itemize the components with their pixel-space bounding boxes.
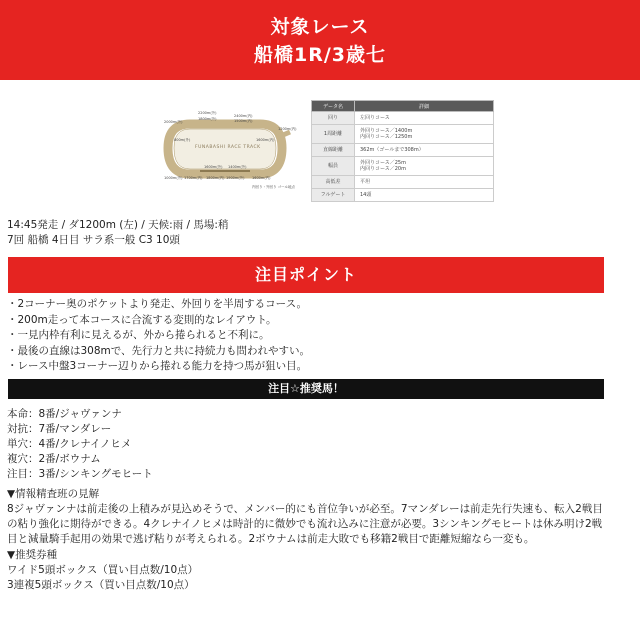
list-item: 3連複5頭ボックス（買い目点数/10点） (7, 579, 195, 591)
table-key-cell: 高低差 (312, 176, 355, 189)
table-row (312, 157, 494, 176)
header-title: 対象レース (270, 16, 370, 38)
race-info (7, 218, 228, 248)
track-label: 1600m(外) (204, 165, 223, 169)
table-row (312, 189, 494, 202)
list-item: ・一見内枠有利に見えるが、外から捲られると不利に。 (7, 329, 270, 341)
table-header-cell: 詳細 (355, 101, 494, 112)
race-info-line: 14:45発走 / ダ1200m (左) / 天候:雨 / 馬場:稍 (7, 219, 229, 231)
list-item: 単穴：4番/クレナイノヒメ (7, 438, 132, 450)
table-key-cell: 1周距離 (312, 125, 355, 144)
table-value-cell (355, 125, 494, 144)
points-list (7, 297, 310, 375)
table-value-line: 左回りコース (360, 114, 390, 121)
track-label: 1500m(内) (234, 119, 253, 123)
table-key-cell: 回り (312, 112, 355, 125)
table-value-cell (355, 157, 494, 176)
track-label: 2400m(内) (234, 114, 253, 118)
list-item: ・最後の直線は308mで、先行力と共に持続力も問われやすい。 (7, 344, 311, 357)
table-value-line: 362m（ゴールまで308m） (360, 146, 424, 153)
table-value-line: 外回りコース／1400m (360, 127, 413, 134)
header-race-name: 船橋1R/3歳七 (253, 44, 386, 66)
track-label: 1800m(内) (206, 176, 225, 180)
picks-list (7, 407, 153, 482)
track-label: 1600m(内) (256, 138, 275, 142)
list-item: ・2コーナー奥のポケットより発走、外回りを半周するコース。 (7, 298, 307, 310)
table-value-line: 内回りコース／20m (360, 166, 406, 172)
analysis-block (7, 487, 607, 547)
track-label: 1200m(内) (278, 127, 297, 131)
table-value-line: 外回りコース／25m (360, 159, 406, 166)
table-value-line: 平坦 (360, 178, 371, 185)
table-row (312, 112, 494, 125)
track-label: 2000m(外) (164, 120, 183, 124)
track-diagram (160, 108, 300, 193)
table-value-line: 内回りコース／1250m (360, 134, 413, 140)
table-header-cell: データ名 (312, 101, 355, 112)
track-label: 1800m(外) (198, 117, 217, 121)
list-item: ワイド5頭ボックス（買い目点数/10点） (7, 564, 199, 576)
table-row (312, 176, 494, 189)
picks-section-title: 注目☆推奨馬！ (8, 379, 604, 399)
tickets-heading: ▼推奨券種 (7, 549, 58, 561)
track-label: 1000m(外) (164, 176, 183, 180)
tickets-block (7, 548, 198, 593)
list-item: 複穴：2番/ボウナム (7, 453, 101, 465)
race-header (0, 0, 640, 80)
table-value-cell (355, 189, 494, 202)
list-item: ・200m走って本コースに合流する変則的なレイアウト。 (7, 313, 277, 326)
track-label: 1400m(外) (228, 165, 247, 169)
track-name: FUNABASHI RACE TRACK (195, 145, 261, 150)
analysis-heading: ▼情報精査班の見解 (7, 488, 100, 500)
table-row (312, 144, 494, 157)
table-row (312, 125, 494, 144)
list-item: 本命：8番/ジャヴァンナ (7, 408, 122, 420)
analysis-body: 8ジャヴァンナは前走後の上積みが見込めそうで、メンバー的にも首位争いが必至。7マンダレーは前走先行失速も、転入2戦目の粘り強化に期待ができる。4クレナイノヒメは時計的に微妙でも流れ込みに注意が必要。3シンキングモヒートは休み明け2戦目と減量騎手起用の効果で逃げ粘りが考えられる。2ボウナムは前走大敗でも移籍2戦目で距離短縮なら一変も。 (7, 503, 603, 545)
list-item: 注目：3番/シンキングモヒート (7, 468, 153, 480)
table-value-cell (355, 176, 494, 189)
race-info-line: 7回 船橋 4日目 サラ系一般 C3 10頭 (7, 234, 180, 246)
points-section-title: 注目ポイント (8, 257, 604, 293)
table-value-cell (355, 144, 494, 157)
track-label: 1700m(内) (184, 176, 203, 180)
list-item: 対抗：7番/マンダレー (7, 423, 112, 435)
course-data-table (311, 100, 494, 202)
table-key-cell: フルゲート (312, 189, 355, 202)
table-header-row (312, 101, 494, 112)
track-label: 1600m(内) (252, 176, 271, 180)
track-label: 2200m(外) (198, 111, 217, 115)
list-item: ・レース中盤3コーナー辺りから捲れる能力を持つ馬が狙い目。 (7, 360, 308, 372)
table-value-cell (355, 112, 494, 125)
track-label: 800m(外) (174, 138, 191, 142)
table-key-cell: 幅員 (312, 157, 355, 176)
table-value-line: 14頭 (360, 191, 372, 198)
track-legend: 内回り・外回り ゴール地点 (252, 185, 296, 189)
track-label: 1900m(外) (226, 176, 245, 180)
table-key-cell: 直線距離 (312, 144, 355, 157)
